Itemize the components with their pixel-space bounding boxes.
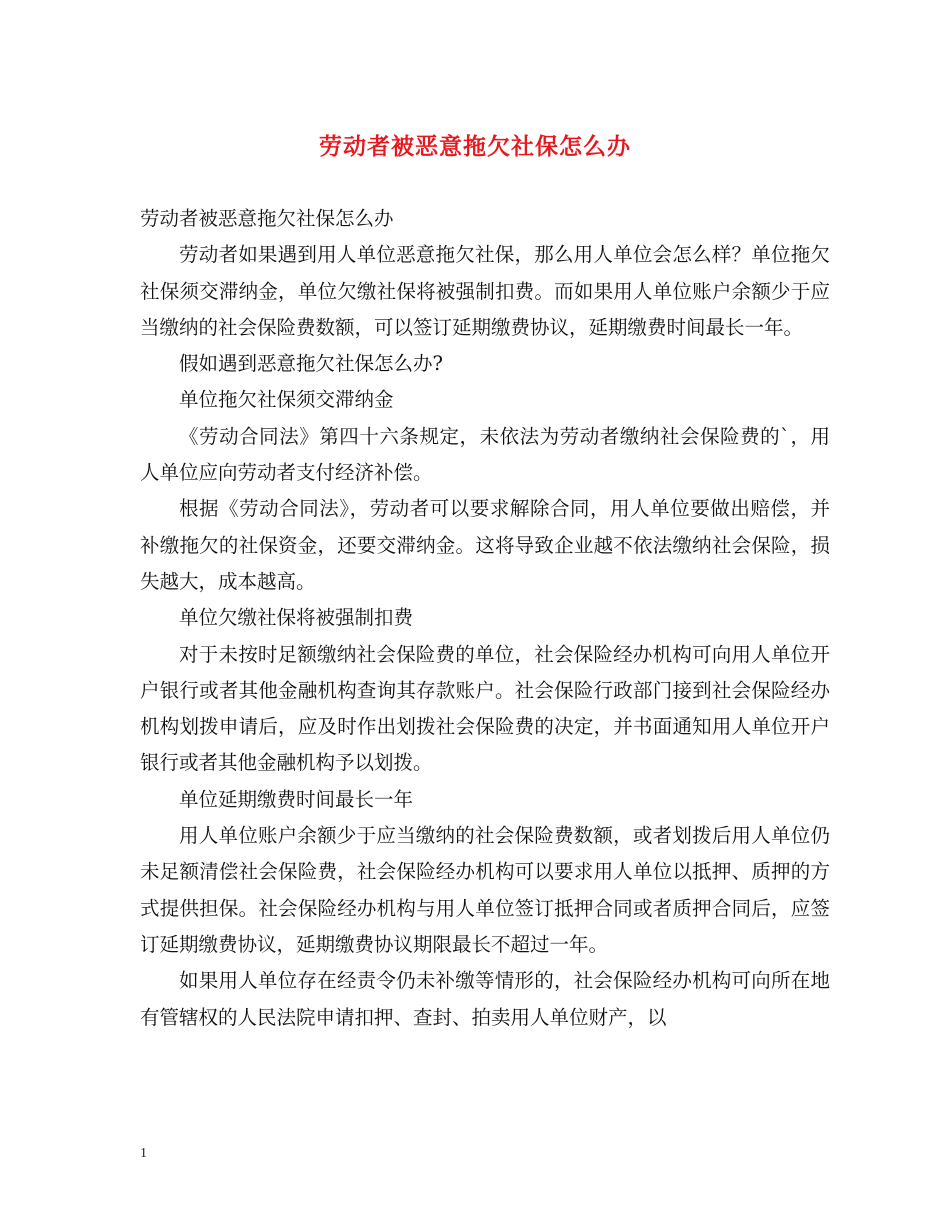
paragraph: 劳动者如果遇到用人单位恶意拖欠社保，那么用人单位会怎么样？单位拖欠社保须交滞纳金，单位欠缴社保将被强制扣费。而如果用人单位账户余额少于应当缴纳的社会保险费数额，可以签订延期缴费协议，延期缴费时间最长一年。 [140,243,830,339]
section-question: 假如遇到恶意拖欠社保怎么办? [179,352,443,376]
document-title: 劳动者被恶意拖欠社保怎么办 [319,133,631,160]
paragraph: 如果用人单位存在经责令仍未补缴等情形的，社会保险经办机构可向所在地有管辖权的人民法院申请扣押、查封、拍卖用人单位财产，以 [140,969,830,1029]
section-heading: 单位拖欠社保须交滞纳金 [179,388,394,412]
paragraph: 用人单位账户余额少于应当缴纳的社会保险费数额，或者划拨后用人单位仍未足额清偿社会保险费，社会保险经办机构可以要求用人单位以抵押、质押的方式提供担保。社会保险经办机构与用人单位签订抵押合同或者质押合同后，应签订延期缴费协议，延期缴费协议期限最长不超过一年。 [140,824,830,956]
section-heading: 单位欠缴社保将被强制扣费 [179,606,414,630]
paragraph: 根据《劳动合同法》，劳动者可以要求解除合同，用人单位要做出赔偿，并补缴拖欠的社保资金，还要交滞纳金。这将导致企业越不依法缴纳社会保险，损失越大，成本越高。 [140,497,830,593]
document-body [140,201,830,1036]
page-number: 1 [140,1146,147,1161]
paragraph: 对于未按时足额缴纳社会保险费的单位，社会保险经办机构可向用人单位开户银行或者其他金融机构查询其存款账户。社会保险行政部门接到社会保险经办机构划拨申请后，应及时作出划拨社会保险费的决定，并书面通知用人单位开户银行或者其他金融机构予以划拨。 [140,642,830,775]
body-heading: 劳动者被恶意拖欠社保怎么办 [140,207,394,230]
section-heading: 单位延期缴费时间最长一年 [179,787,414,811]
paragraph: 《劳动合同法》第四十六条规定，未依法为劳动者缴纳社会保险费的`，用人单位应向劳动者支付经济补偿。 [140,424,830,485]
